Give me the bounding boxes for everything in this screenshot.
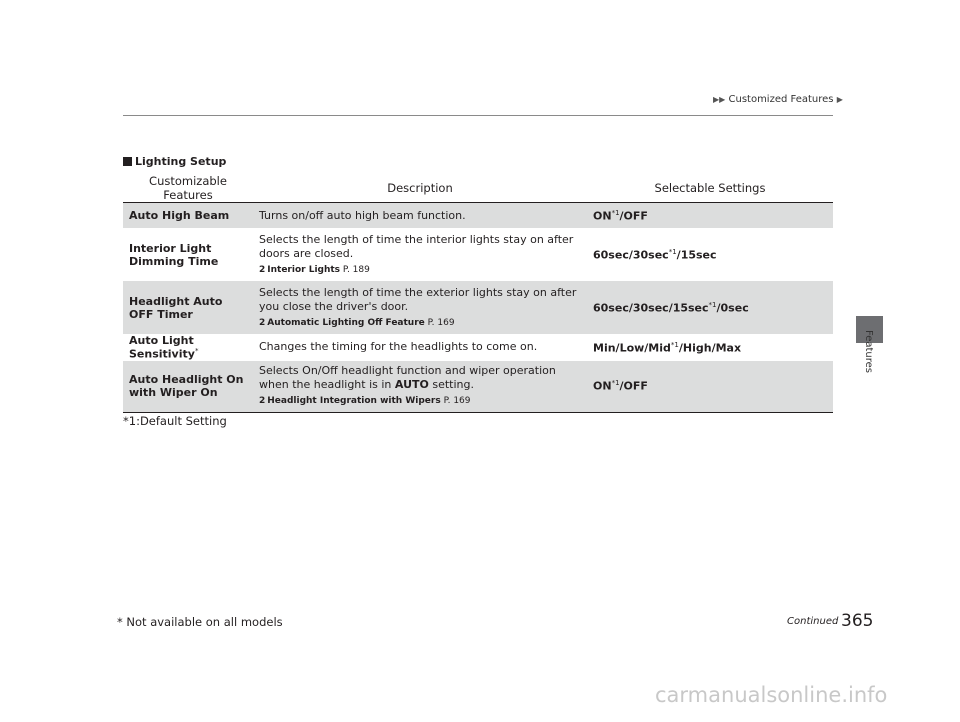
feature-name: Auto High Beam [123,203,253,229]
table-row [123,281,833,334]
continued-label: Continued [787,616,839,627]
feature-name: Auto Light Sensitivity* [129,334,199,361]
table-row [123,228,833,281]
reference-arrow-icon: 2 [259,317,266,328]
feature-description: Turns on/off auto high beam function. [253,203,587,229]
double-arrow-icon: ▶▶ [713,95,726,104]
chapter-tab-label: Features [863,330,874,373]
feature-description: Changes the timing for the headlights to come on. [259,340,538,354]
square-bullet-icon [123,157,132,166]
availability-mark: * [194,347,199,355]
watermark: carmanualsonline.info [655,683,888,707]
settings-table [123,174,833,413]
section-heading [123,155,226,168]
header-rule [123,115,833,116]
default-setting-footnote: *1:Default Setting [123,414,227,428]
reference-arrow-icon: 2 [259,396,266,407]
feature-name: Auto Headlight On with Wiper On [123,361,253,413]
reference-arrow-icon: 2 [259,264,266,275]
page-reference-link[interactable]: 2 Headlight Integration with Wipers P. 169 [259,396,471,407]
column-header-settings: Selectable Settings [587,174,833,203]
table-row [123,203,833,229]
section-title: Lighting Setup [135,155,227,168]
selectable-settings: $60\sec/30\sec^{*1}/15\sec$ [593,247,717,262]
selectable-settings: ON$^{*1}$/OFF [587,361,833,413]
selectable-settings: Min/Low/Mid$^{*1}$/High/Max [593,340,742,355]
breadcrumb [713,94,843,105]
selectable-settings: $60\sec/30\sec/15\sec^{*1}/0\sec$ [587,281,833,334]
feature-description: Selects the length of time the exterior lights stay on after you close the driver's door. 2 Automatic Lighting Off Feature P. 169 [253,281,587,334]
page-reference-link[interactable]: 2 Automatic Lighting Off Feature P. 169 [259,317,455,328]
table-row [123,361,833,413]
page-number: 365 [841,611,874,631]
feature-description: Selects On/Off headlight function and wiper operation when the headlight is in AUTO setting. 2 Headlight Integration with Wipers P. 169 [253,361,587,413]
availability-footnote: * Not available on all models [117,615,283,629]
table-row [123,334,833,361]
page-reference-link[interactable]: 2 Interior Lights P. 189 [259,264,370,275]
feature-name: Interior Light Dimming Time [129,241,219,268]
breadcrumb-label[interactable]: Customized Features [728,94,834,105]
feature-name: Headlight Auto OFF Timer [123,281,253,334]
column-header-feature: Customizable Features [123,174,253,203]
feature-description: Selects the length of time the interior lights stay on after doors are closed. 2 Interior Lights P. 189 [253,228,587,281]
column-header-description: Description [253,174,587,203]
arrow-icon: ▶ [836,95,843,104]
table-header-row [123,174,833,203]
selectable-settings: ON$^{*1}$/OFF [587,203,833,229]
chapter-tab [848,330,888,390]
